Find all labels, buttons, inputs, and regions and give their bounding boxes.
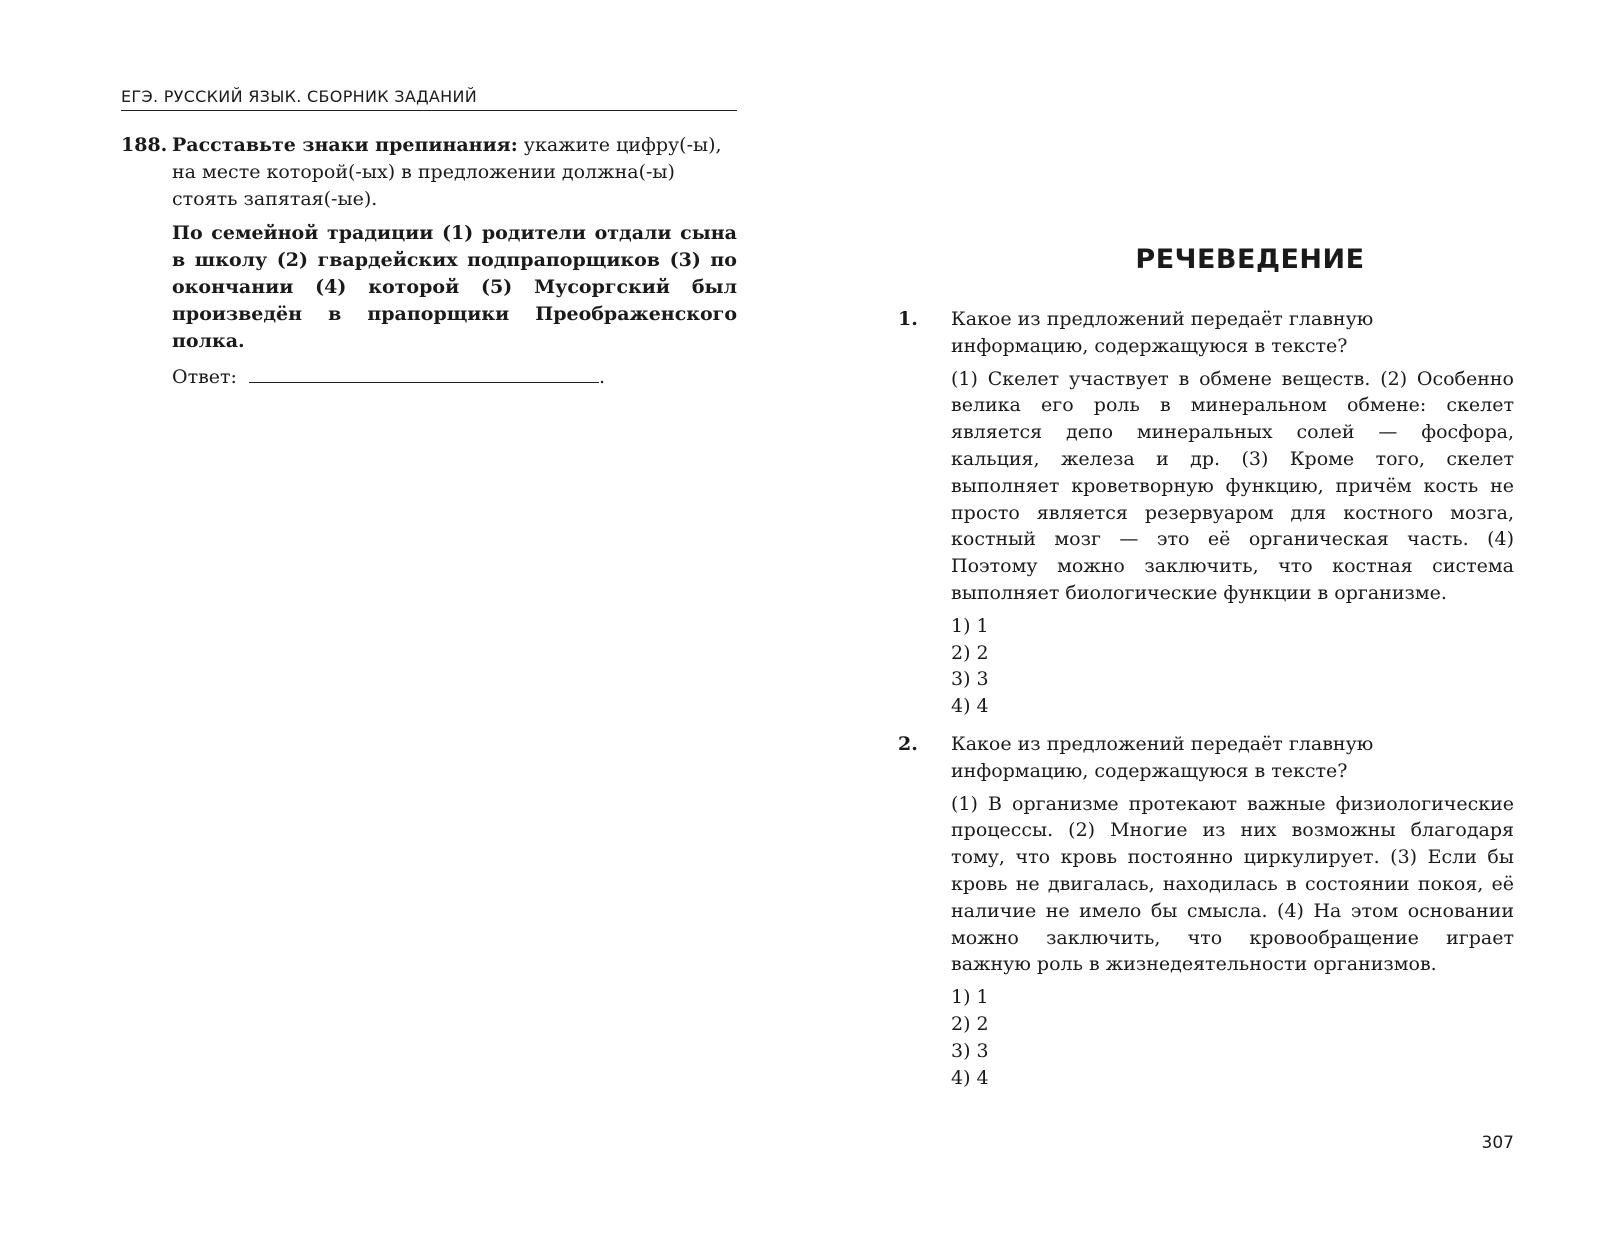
answer-option: 4) 4 bbox=[951, 695, 989, 718]
task-188 bbox=[121, 132, 737, 391]
task-number: 188. bbox=[121, 134, 168, 156]
answer-option: 3) 3 bbox=[951, 1039, 989, 1062]
answer-option: 1) 1 bbox=[951, 614, 989, 637]
question-text: (1) В организме протекают важные физиологические процессы. (2) Многие из них возможны благодаря тому, что кровь постоянно циркулирует. (3) Если бы кровь не двигалась, находилась в состоянии покоя, её наличие не имело бы смысла. (4) На этом основании можно заключить, что кровообращение играет важную роль в жизнедеятельности организмов. bbox=[951, 792, 1514, 976]
task-instruction-bold: Расставьте знаки препинания: bbox=[172, 134, 518, 156]
task-body bbox=[172, 132, 737, 391]
answer-row bbox=[172, 364, 737, 391]
page-number: 307 bbox=[1481, 1133, 1514, 1153]
answer-label: Ответ: bbox=[172, 366, 237, 389]
task-instruction bbox=[172, 132, 737, 212]
answer-option: 4) 4 bbox=[951, 1066, 989, 1089]
answer-option: 2) 2 bbox=[951, 641, 989, 664]
question-body bbox=[951, 731, 1514, 1091]
question-1 bbox=[898, 306, 1514, 720]
question-prompt: Какое из предложений передаёт главную информацию, содержащуюся в тексте? bbox=[951, 733, 1374, 782]
question-number: 1. bbox=[898, 308, 918, 330]
question-prompt: Какое из предложений передаёт главную информацию, содержащуюся в тексте? bbox=[951, 308, 1374, 357]
question-2 bbox=[898, 731, 1514, 1091]
answer-option: 1) 1 bbox=[951, 986, 989, 1009]
answer-field[interactable] bbox=[249, 364, 599, 383]
answer-end: . bbox=[598, 366, 605, 389]
section-title: РЕЧЕВЕДЕНИЕ bbox=[1135, 244, 1365, 275]
question-body bbox=[951, 306, 1514, 720]
question-text: (1) Скелет участвует в обмене веществ. (2) Особенно велика его роль в минеральном обмене: скелет является депо минеральных солей — фосфора, кальция, железа и др. (3) Кроме того, скелет выполняет кроветворную функцию, причём кость не просто является резервуаром для костного мозга, костный мозг — это её органическая часть. (4) Поэтому можно заключить, что костная система выполняет биологические функции в организме. bbox=[951, 367, 1514, 604]
answer-option: 3) 3 bbox=[951, 668, 989, 691]
task-sentence: По семейной традиции (1) родители отдали сына в школу (2) гвардейских подпрапорщиков (3) по окончании (4) которой (5) Мусоргский был произведён в прапорщики Преображенского полка. bbox=[172, 222, 737, 352]
task-instruction-rest: укажите цифру(-ы), на месте которой(-ых) в предложении должна(-ы) стоять запятая(-ые). bbox=[172, 134, 722, 210]
running-head: ЕГЭ. РУССКИЙ ЯЗЫК. СБОРНИК ЗАДАНИЙ bbox=[121, 86, 737, 111]
question-number: 2. bbox=[898, 733, 918, 755]
answer-option: 2) 2 bbox=[951, 1012, 989, 1035]
answer-options bbox=[951, 613, 1514, 720]
answer-options bbox=[951, 984, 1514, 1091]
